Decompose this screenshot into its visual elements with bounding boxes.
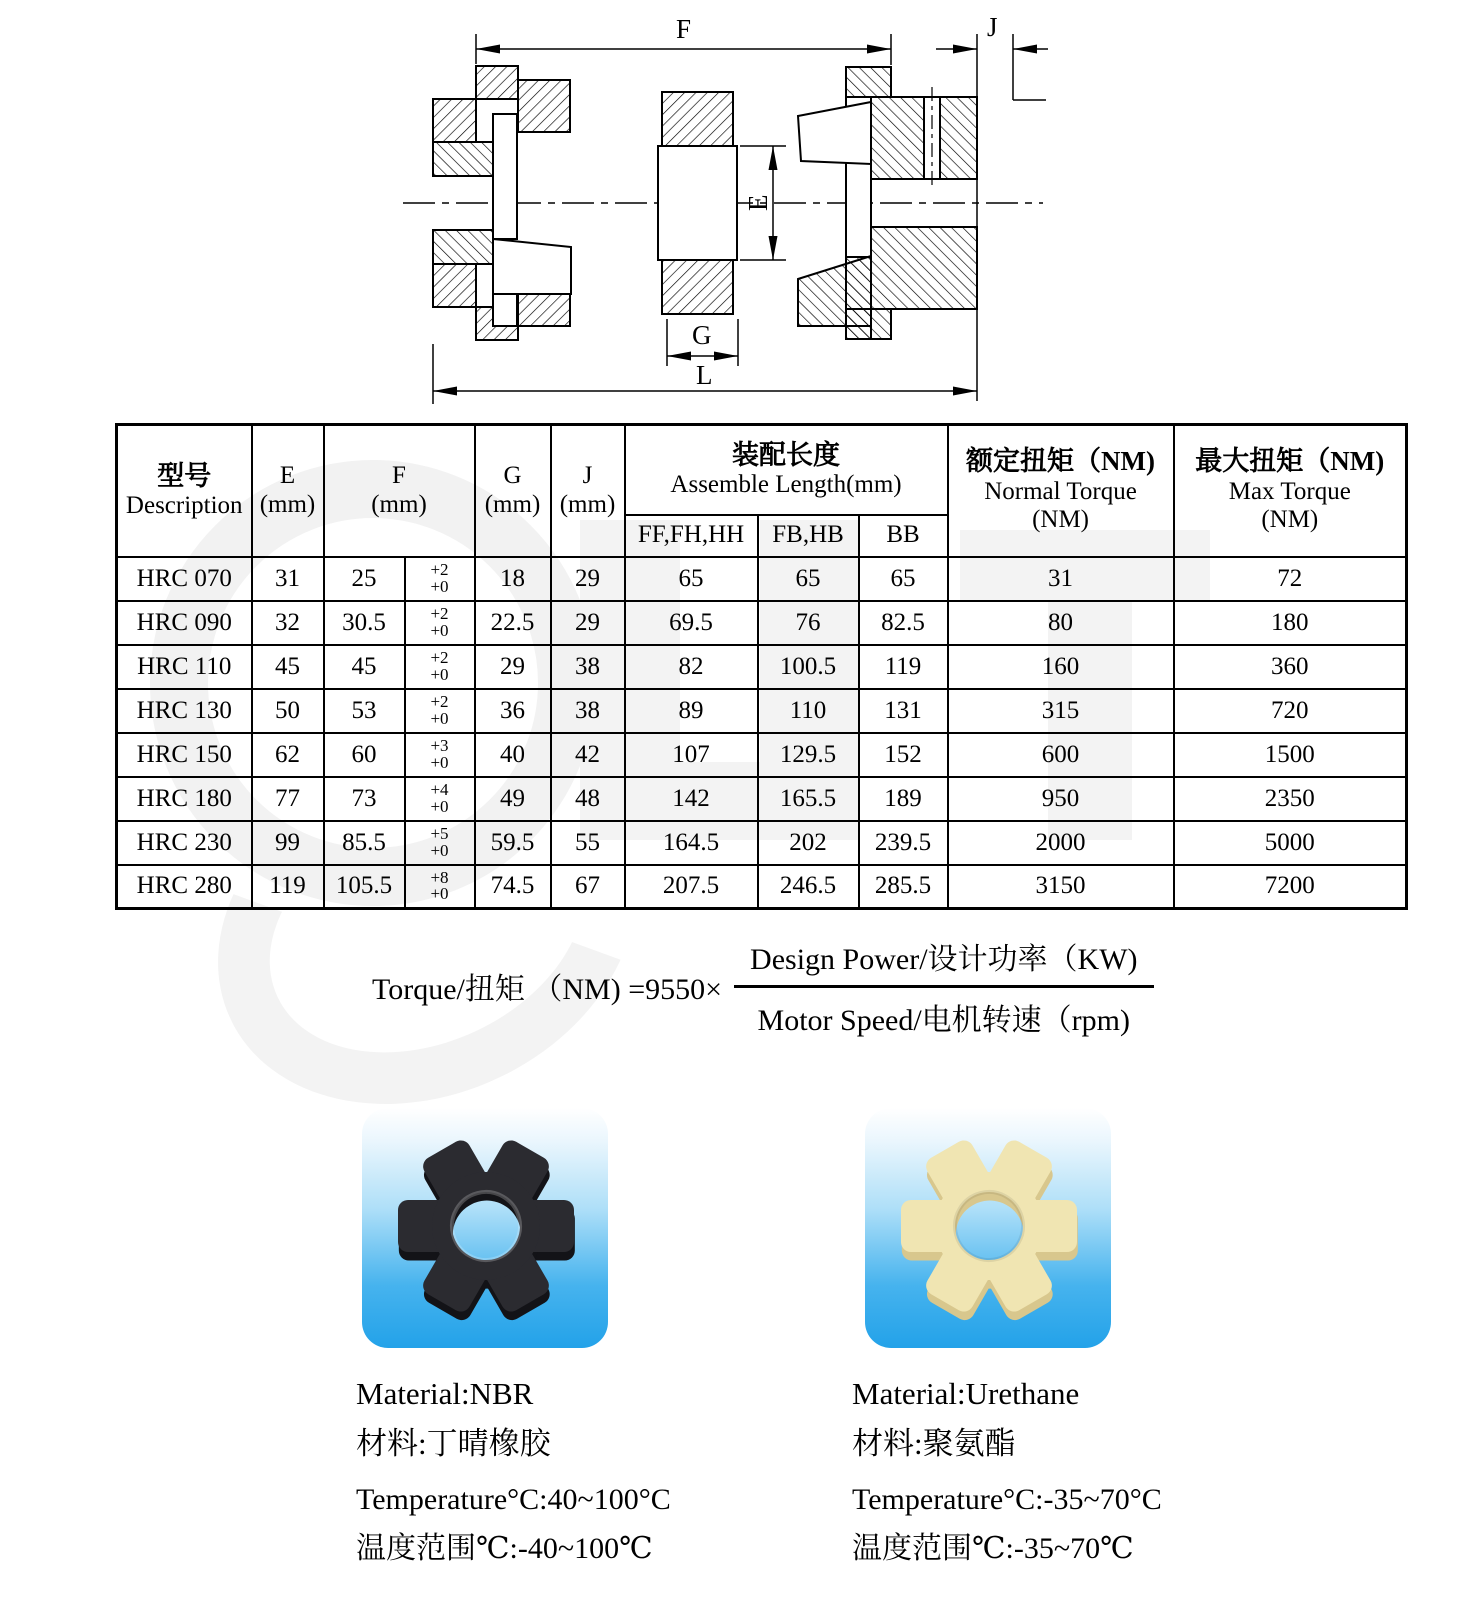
formula-denominator: Motor Speed/电机转速（rpm)	[734, 985, 1153, 1039]
cell: 65	[625, 557, 758, 601]
cell: 202	[758, 821, 859, 865]
col-header-f: F (mm)	[324, 425, 475, 557]
cell: 73	[324, 777, 405, 821]
cell: 131	[859, 689, 948, 733]
formula-numerator: Design Power/设计功率（KW)	[750, 942, 1138, 976]
dim-label-j: J	[987, 12, 998, 42]
cell: 49	[475, 777, 551, 821]
nbr-material-caption	[356, 1376, 836, 1567]
cell-tolerance: +2 +0	[405, 689, 475, 733]
cell: 2350	[1174, 777, 1407, 821]
table-row	[117, 777, 1407, 821]
cell-model: HRC 180	[117, 777, 252, 821]
dim-label-e: E	[743, 194, 773, 211]
spec-table-wrap	[115, 423, 1408, 910]
cell-model: HRC 150	[117, 733, 252, 777]
cell: 69.5	[625, 601, 758, 645]
cell: 1500	[1174, 733, 1407, 777]
cell-model: HRC 070	[117, 557, 252, 601]
coupling-cross-section-drawing	[388, 4, 1050, 412]
cell: 239.5	[859, 821, 948, 865]
cell: 246.5	[758, 865, 859, 909]
cell-tolerance: +2 +0	[405, 645, 475, 689]
cell: 38	[551, 689, 625, 733]
cell: 207.5	[625, 865, 758, 909]
cell: 77	[252, 777, 324, 821]
cell: 107	[625, 733, 758, 777]
formula-fraction	[734, 934, 1153, 1039]
cell: 110	[758, 689, 859, 733]
cell: 50	[252, 689, 324, 733]
temperature-cn: 温度范围℃:-40~100℃	[356, 1532, 653, 1565]
cell-tolerance: +5 +0	[405, 821, 475, 865]
cell: 82	[625, 645, 758, 689]
subcol-ff-fh-hh: FF,FH,HH	[625, 515, 758, 557]
cell: 74.5	[475, 865, 551, 909]
cell: 180	[1174, 601, 1407, 645]
cell: 60	[324, 733, 405, 777]
subcol-bb: BB	[859, 515, 948, 557]
dim-label-f: F	[676, 14, 692, 44]
cell: 48	[551, 777, 625, 821]
cell: 65	[758, 557, 859, 601]
col-header-j: J (mm)	[551, 425, 625, 557]
cell: 31	[252, 557, 324, 601]
col-header-model: 型号 Description	[117, 425, 252, 557]
cell-tolerance: +3 +0	[405, 733, 475, 777]
formula-lhs: Torque/扭矩 （NM) =9550×	[372, 973, 723, 1006]
cell: 165.5	[758, 777, 859, 821]
cell-model: HRC 280	[117, 865, 252, 909]
cell: 360	[1174, 645, 1407, 689]
cell: 105.5	[324, 865, 405, 909]
cell: 25	[324, 557, 405, 601]
drawing-svg	[388, 4, 1050, 412]
dim-label-l: L	[696, 360, 713, 390]
cell: 40	[475, 733, 551, 777]
cell-tolerance: +4 +0	[405, 777, 475, 821]
cell: 29	[551, 557, 625, 601]
col-header-assemble-length: 装配长度 Assemble Length(mm)	[625, 425, 948, 515]
nbr-spider-photo	[362, 1108, 608, 1348]
cell: 950	[948, 777, 1174, 821]
material-en: Material:NBR	[356, 1376, 534, 1411]
table-row	[117, 601, 1407, 645]
cell: 7200	[1174, 865, 1407, 909]
cell: 80	[948, 601, 1174, 645]
urethane-material-caption	[852, 1376, 1332, 1567]
cell: 99	[252, 821, 324, 865]
cell-model: HRC 230	[117, 821, 252, 865]
temperature-en: Temperature°C:40~100°C	[356, 1483, 671, 1516]
col-header-g: G (mm)	[475, 425, 551, 557]
cell: 82.5	[859, 601, 948, 645]
cell: 59.5	[475, 821, 551, 865]
cell: 36	[475, 689, 551, 733]
col-header-e: E (mm)	[252, 425, 324, 557]
cell: 189	[859, 777, 948, 821]
cell-tolerance: +2 +0	[405, 601, 475, 645]
header-row-1	[117, 425, 1407, 515]
cell: 89	[625, 689, 758, 733]
table-row	[117, 821, 1407, 865]
cell: 55	[551, 821, 625, 865]
cell: 142	[625, 777, 758, 821]
cell-model: HRC 130	[117, 689, 252, 733]
temperature-en: Temperature°C:-35~70°C	[852, 1483, 1162, 1516]
urethane-spider-graphic	[865, 1108, 1111, 1348]
cell: 45	[252, 645, 324, 689]
table-row	[117, 689, 1407, 733]
cell: 18	[475, 557, 551, 601]
cell: 31	[948, 557, 1174, 601]
cell: 315	[948, 689, 1174, 733]
material-cn: 材料:丁晴橡胶	[356, 1426, 551, 1461]
cell: 72	[1174, 557, 1407, 601]
dim-label-g: G	[692, 320, 712, 350]
cell: 164.5	[625, 821, 758, 865]
cell: 152	[859, 733, 948, 777]
cell: 45	[324, 645, 405, 689]
cell: 5000	[1174, 821, 1407, 865]
material-cn: 材料:聚氨酯	[852, 1426, 1016, 1461]
cell: 65	[859, 557, 948, 601]
cell: 76	[758, 601, 859, 645]
cell: 29	[551, 601, 625, 645]
col-header-max-torque: 最大扭矩（NM) Max Torque (NM)	[1174, 425, 1407, 557]
cell: 119	[859, 645, 948, 689]
table-row	[117, 557, 1407, 601]
subcol-fb-hb: FB,HB	[758, 515, 859, 557]
cell: 42	[551, 733, 625, 777]
cell: 29	[475, 645, 551, 689]
cell: 62	[252, 733, 324, 777]
cell: 30.5	[324, 601, 405, 645]
urethane-spider-photo	[865, 1108, 1111, 1348]
torque-formula	[372, 928, 1172, 1044]
cell: 119	[252, 865, 324, 909]
cell: 2000	[948, 821, 1174, 865]
cell: 285.5	[859, 865, 948, 909]
cell: 129.5	[758, 733, 859, 777]
table-row	[117, 865, 1407, 909]
table-row	[117, 733, 1407, 777]
cell-model: HRC 090	[117, 601, 252, 645]
cell: 3150	[948, 865, 1174, 909]
cell: 38	[551, 645, 625, 689]
material-en: Material:Urethane	[852, 1376, 1080, 1411]
cell: 100.5	[758, 645, 859, 689]
cell: 53	[324, 689, 405, 733]
cell-model: HRC 110	[117, 645, 252, 689]
cell: 22.5	[475, 601, 551, 645]
temperature-cn: 温度范围℃:-35~70℃	[852, 1532, 1134, 1565]
cell-tolerance: +8 +0	[405, 865, 475, 909]
nbr-spider-graphic	[362, 1108, 608, 1348]
col-header-normal-torque: 额定扭矩（NM) Normal Torque (NM)	[948, 425, 1174, 557]
spider-element-section	[658, 92, 737, 314]
cell: 720	[1174, 689, 1407, 733]
cell: 600	[948, 733, 1174, 777]
table-row	[117, 645, 1407, 689]
cell-tolerance: +2 +0	[405, 557, 475, 601]
cell: 160	[948, 645, 1174, 689]
spec-table	[115, 423, 1408, 910]
cell: 32	[252, 601, 324, 645]
cell: 85.5	[324, 821, 405, 865]
cell: 67	[551, 865, 625, 909]
